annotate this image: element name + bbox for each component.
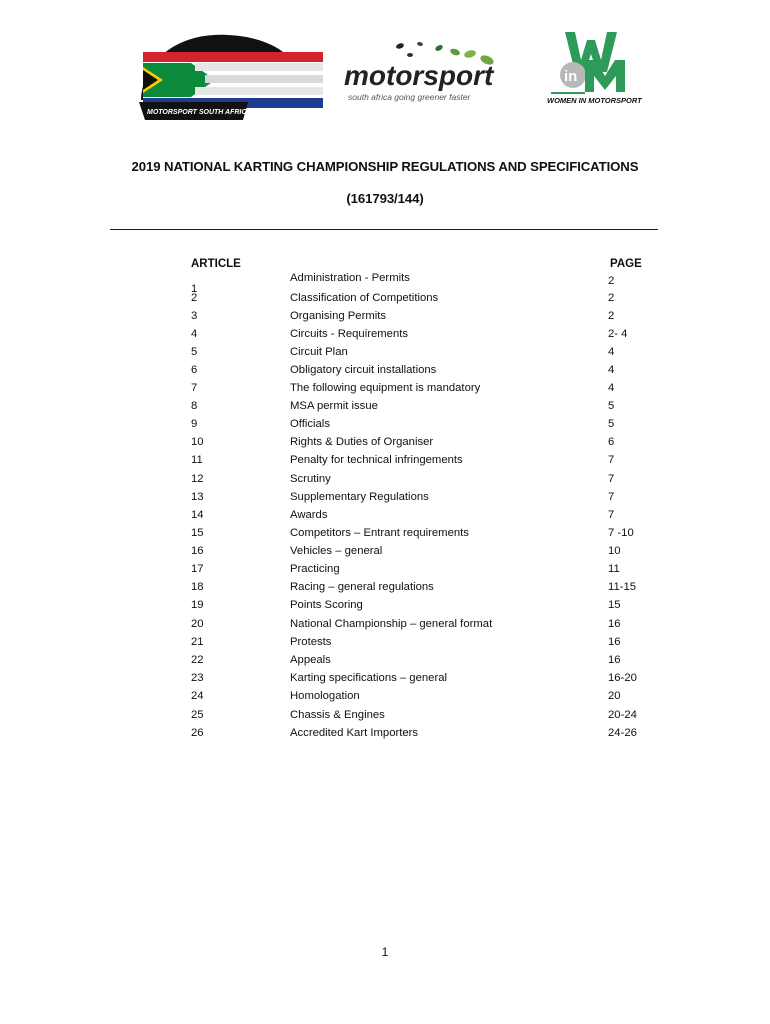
toc-article-title: Scrutiny [290,473,331,485]
toc-article-number: 7 [191,382,198,394]
toc-row [0,636,770,652]
toc-page-header: PAGE [610,258,642,270]
toc-article-title: Karting specifications – general [290,672,447,684]
toc-article-title: Competitors – Entrant requirements [290,527,469,539]
toc-row [0,509,770,525]
toc-row [0,690,770,706]
motorsport-greener-logo [342,40,502,110]
msa-logo-caption: MOTORSPORT SOUTH AFRICA [147,109,252,116]
toc-article-title: Administration - Permits [290,272,410,284]
toc-article-title: Organising Permits [290,310,387,322]
toc-row [0,272,770,295]
toc-row [0,672,770,688]
wim-logo-caption: WOMEN IN MOTORSPORT [547,96,642,105]
toc-article-number: 5 [191,346,198,358]
toc-page-number: 20-24 [608,709,637,721]
toc-article-title: Appeals [290,654,331,666]
toc-article-title: Chassis & Engines [290,709,385,721]
toc-page-number: 4 [608,382,615,394]
toc-article-title: Supplementary Regulations [290,491,429,503]
toc-article-title: Homologation [290,690,360,702]
greener-logo-tagline: south africa going greener faster [348,92,471,102]
toc-row [0,310,770,326]
toc-article-number: 8 [191,400,198,412]
toc-article-title: Obligatory circuit installations [290,364,437,376]
toc-row [0,618,770,634]
toc-row [0,292,770,308]
toc-page-number: 7 [608,509,615,521]
toc-row [0,418,770,434]
toc-article-number: 22 [191,654,204,666]
toc-article-number: 13 [191,491,204,503]
toc-article-title: Awards [290,509,328,521]
toc-article-number: 24 [191,690,204,702]
toc-row [0,527,770,543]
toc-article-number: 6 [191,364,198,376]
toc-page-number: 7 [608,454,615,466]
toc-article-number: 17 [191,563,204,575]
title-divider [110,229,658,230]
toc-row [0,400,770,416]
toc-page-number: 11-15 [608,581,637,593]
toc-page-number: 16 [608,636,621,648]
toc-page-number: 24-26 [608,727,637,739]
toc-article-number: 15 [191,527,204,539]
toc-row [0,382,770,398]
toc-article-number: 10 [191,436,204,448]
toc-article-title: Rights & Duties of Organiser [290,436,434,448]
toc-article-title: Accredited Kart Importers [290,727,419,739]
toc-article-number: 2 [191,292,198,304]
toc-article-number: 11 [191,454,203,466]
toc-article-number: 25 [191,709,204,721]
toc-article-title: Penalty for technical infringements [290,454,463,466]
document-title: 2019 NATIONAL KARTING CHAMPIONSHIP REGULATIONS AND SPECIFICATIONS [131,159,639,174]
toc-row [0,491,770,507]
toc-page-number: 2 [608,310,615,322]
toc-row [0,346,770,362]
toc-page-number: 20 [608,690,621,702]
toc-article-title: The following equipment is mandatory [290,382,481,394]
greener-logo-wordmark: motorsport [344,60,494,91]
toc-row [0,654,770,670]
toc-page-number: 16-20 [608,672,637,684]
toc-article-title: Officials [290,418,330,430]
toc-article-number: 21 [191,636,204,648]
toc-article-number: 1 [191,283,198,295]
toc-article-title: Circuit Plan [290,346,348,358]
toc-row [0,599,770,615]
toc-page-number: 2 [608,275,615,287]
toc-row [0,727,770,743]
toc-page-number: 7 -10 [608,527,634,539]
toc-row [0,364,770,380]
toc-article-title: MSA permit issue [290,400,378,412]
toc-row [0,563,770,579]
toc-article-title: National Championship – general format [290,618,493,630]
toc-article-number: 16 [191,545,204,557]
toc-page-number: 16 [608,654,621,666]
toc-article-number: 12 [191,473,204,485]
toc-page-number: 16 [608,618,621,630]
wim-logo-mark: in [564,68,578,85]
toc-article-title: Racing – general regulations [290,581,434,593]
toc-page-number: 2- 4 [608,328,628,340]
toc-page-number: 7 [608,473,615,485]
toc-article-number: 3 [191,310,198,322]
toc-row [0,709,770,725]
toc-page-number: 5 [608,400,615,412]
footer-page-number: 1 [381,945,389,959]
toc-article-number: 14 [191,509,204,521]
toc-row [0,545,770,561]
toc-row [0,328,770,344]
toc-article-number: 19 [191,599,204,611]
toc-article-number: 4 [191,328,198,340]
toc-article-number: 9 [191,418,198,430]
toc-row [0,454,770,470]
toc-page-number: 5 [608,418,615,430]
toc-page-number: 6 [608,436,615,448]
toc-article-title: Circuits - Requirements [290,328,409,340]
toc-article-number: 18 [191,581,204,593]
toc-article-title: Practicing [290,563,340,575]
toc-row [0,473,770,489]
toc-article-number: 20 [191,618,204,630]
document-code: (161793/144) [346,191,424,206]
toc-article-title: Classification of Competitions [290,292,439,304]
toc-page-number: 4 [608,364,615,376]
toc-page-number: 10 [608,545,621,557]
toc-page-number: 4 [608,346,615,358]
toc-article-number: 26 [191,727,204,739]
toc-page-number: 2 [608,292,615,304]
toc-page-number: 15 [608,599,621,611]
motorsport-south-africa-logo [133,30,328,125]
toc-article-title: Points Scoring [290,599,363,611]
toc-article-header: ARTICLE [191,258,241,270]
toc-article-title: Vehicles – general [290,545,383,557]
toc-article-number: 23 [191,672,204,684]
toc-page-number: 7 [608,491,615,503]
toc-row [0,436,770,452]
women-in-motorsport-logo [545,30,653,105]
toc-row [0,581,770,597]
toc-page-number: 11 [608,563,620,575]
toc-article-title: Protests [290,636,332,648]
